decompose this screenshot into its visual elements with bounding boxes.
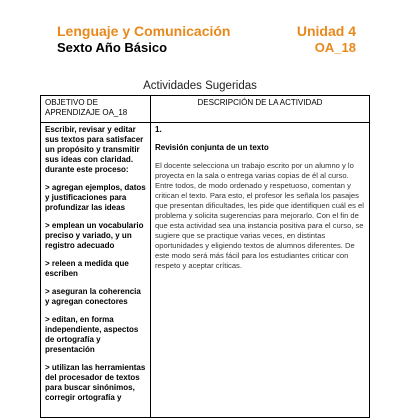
objective-item: > aseguran la coherencia y agregan conectores (45, 287, 141, 306)
activity-number: 1. (155, 125, 162, 134)
objective-item: > releen a medida que escriben (45, 259, 129, 278)
objective-item: > editan, en forma independiente, aspectos de ortografía y presentación (45, 315, 139, 354)
column-header-description: DESCRIPCIÓN DE LA ACTIVIDAD (151, 96, 370, 123)
objective-cell (41, 123, 151, 418)
unit-label: Unidad 4 (296, 23, 356, 39)
activities-table (40, 95, 370, 418)
table-header-row (41, 96, 370, 123)
table-row (41, 123, 370, 418)
activity-name: Revisión conjunta de un texto (155, 143, 269, 152)
objective-intro: Escribir, revisar y editar sus textos para satisfacer un propósito y transmitir sus ideas con claridad. durante este proceso: (45, 125, 144, 174)
section-title: Actividades Sugeridas (143, 80, 257, 92)
header-left (57, 23, 230, 56)
activity-cell (151, 123, 370, 418)
objective-code: OA_18 (314, 40, 356, 55)
grade-subtitle: Sexto Año Básico (57, 40, 168, 55)
column-header-objective: OBJETIVO DE APRENDIZAJE OA_18 (41, 96, 151, 123)
subject-title: Lenguaje y Comunicación (57, 23, 231, 39)
objective-item: > emplean un vocabulario preciso y variado, y un registro adecuado (45, 221, 144, 250)
header-right (297, 23, 356, 56)
objective-item: > agregan ejemplos, datos y justificaciones para profundizar las ideas (45, 183, 146, 212)
objective-item: > utilizan las herramientas del procesador de textos para buscar sinónimos, corregir ortografía y (45, 363, 146, 402)
activity-description: El docente selecciona un trabajo escrito por un alumno y lo proyecta en la sala o entrega varias copias de él al curso. Entre todos, de modo ordenado y respetuoso, comentan y critican el texto. Para esto, el profesor les señala los pasajes que presentan dificultades, les pide que identifiquen cuál es el problema y solicita sugerencias para mejorarlo. Con el fin de que esta actividad sea una instancia positiva para el curso, se sugiere que se practique varias veces, en distintas oportunidades y eligiendo textos de alumnos diferentes. De este modo será más fácil para los estudiantes criticar con respeto y aceptar críticas. (155, 161, 364, 270)
